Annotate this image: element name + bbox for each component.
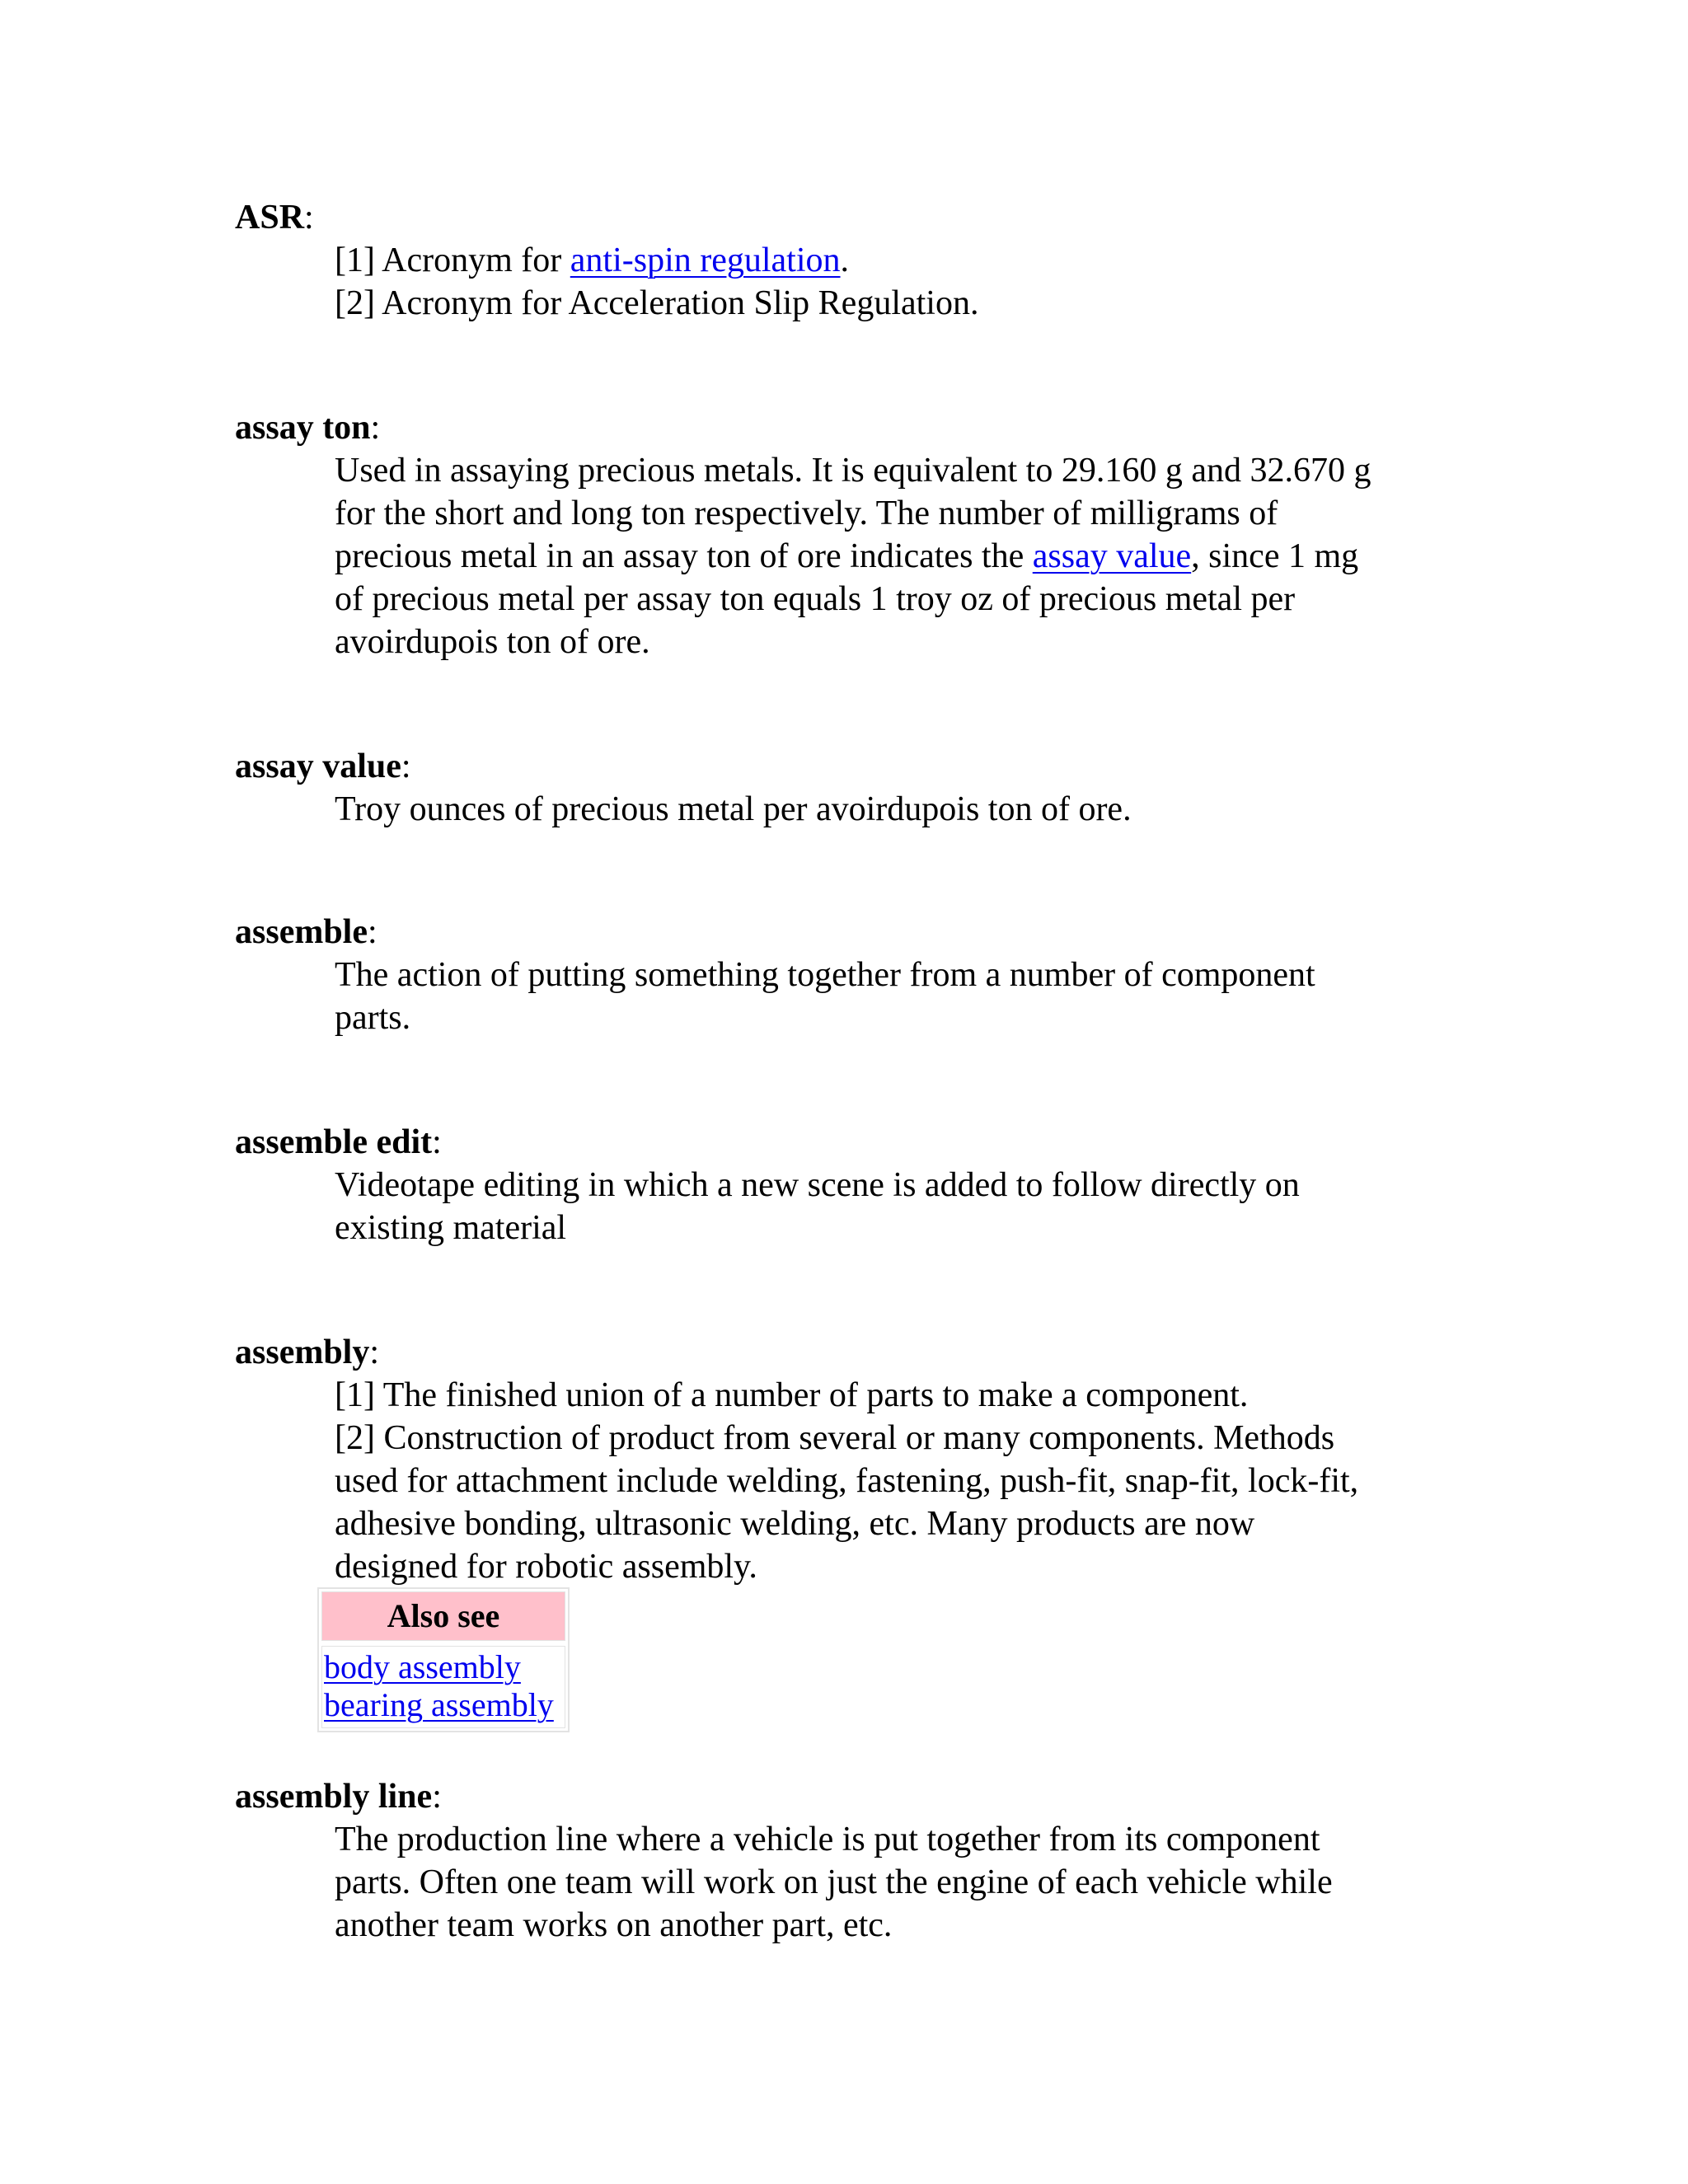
definition-line <box>335 492 1489 535</box>
term-colon: : <box>369 1333 380 1371</box>
entry-assay-ton <box>235 406 1471 663</box>
entry-asr <box>235 196 1471 325</box>
definition-text: designed for robotic assembly. <box>335 1548 757 1586</box>
definition-text: Used in assaying precious metals. It is equivalent to 29.160 g and 32.670 g <box>335 452 1372 490</box>
definition-text: existing material <box>335 1209 567 1247</box>
definition-text: [2] Acronym for Acceleration Slip Regulation. <box>335 284 979 322</box>
term-heading: assay ton <box>235 409 371 447</box>
definition-line <box>335 1861 1489 1904</box>
also-see-heading: Also see <box>321 1591 565 1641</box>
term-line <box>235 1331 1471 1374</box>
definition-line <box>335 1164 1489 1207</box>
definition-line <box>335 578 1489 621</box>
definition-text: The action of putting something together from a number of component <box>335 956 1315 994</box>
definition <box>335 788 1489 831</box>
term-line <box>235 1775 1471 1818</box>
definition <box>335 1164 1489 1249</box>
also-see-links <box>321 1646 565 1728</box>
entry-assemble-edit <box>235 1121 1471 1249</box>
definition-text: of precious metal per assay ton equals 1 troy oz of precious metal per <box>335 580 1296 618</box>
term-line <box>235 1121 1471 1164</box>
definition-line <box>335 1545 1489 1588</box>
term-line <box>235 196 1471 239</box>
link-body-assembly[interactable]: body assembly <box>324 1648 521 1685</box>
definition-line <box>335 282 1489 325</box>
entry-assembly-line <box>235 1775 1471 1947</box>
definition-line <box>335 1904 1489 1947</box>
definition <box>335 239 1489 325</box>
term-heading: assemble edit <box>235 1123 433 1161</box>
entry-assembly <box>235 1331 1471 1588</box>
term-colon: : <box>401 748 411 785</box>
definition-text: parts. <box>335 999 411 1037</box>
definition-text: [1] Acronym for <box>335 241 570 279</box>
definition-text: Videotape editing in which a new scene is added to follow directly on <box>335 1166 1300 1204</box>
definition-text: precious metal in an assay ton of ore indicates the <box>335 537 1033 575</box>
definition <box>335 1818 1489 1947</box>
term-colon: : <box>370 409 381 447</box>
link-anti-spin-regulation[interactable]: anti-spin regulation <box>570 241 841 279</box>
definition-text: used for attachment include welding, fastening, push-fit, snap-fit, lock-fit, <box>335 1462 1359 1500</box>
definition <box>335 1374 1489 1588</box>
also-see-box <box>317 1587 570 1732</box>
definition-text: for the short and long ton respectively. The number of milligrams of <box>335 494 1278 532</box>
term-colon: : <box>368 913 377 951</box>
definition-line <box>335 1207 1489 1249</box>
definition <box>335 954 1489 1039</box>
link-assay-value[interactable]: assay value <box>1032 537 1192 575</box>
definition-text: [2] Construction of product from several or many components. Methods <box>335 1419 1335 1457</box>
entry-assay-value <box>235 745 1471 831</box>
definition-line <box>335 1818 1489 1861</box>
definition-line <box>335 1502 1489 1545</box>
definition-text: adhesive bonding, ultrasonic welding, etc. Many products are now <box>335 1505 1255 1543</box>
term-colon: : <box>432 1123 442 1161</box>
definition-line <box>335 788 1489 831</box>
term-colon: : <box>304 199 314 237</box>
definition-line <box>335 954 1489 996</box>
definition-line <box>335 1374 1489 1417</box>
term-line <box>235 406 1471 449</box>
entry-assemble <box>235 911 1471 1039</box>
definition-text: The production line where a vehicle is put together from its component <box>335 1821 1320 1858</box>
term-heading: assembly line <box>235 1778 433 1816</box>
term-colon: : <box>432 1778 442 1816</box>
term-heading: assemble <box>235 913 368 951</box>
term-heading: assay value <box>235 748 401 785</box>
definition-text: [1] The finished union of a number of parts to make a component. <box>335 1376 1249 1414</box>
link-bearing-assembly[interactable]: bearing assembly <box>324 1686 554 1723</box>
definition-line <box>335 449 1489 492</box>
definition-text: avoirdupois ton of ore. <box>335 623 650 661</box>
definition-text: , since 1 mg <box>1191 537 1359 575</box>
definition <box>335 449 1489 663</box>
definition-text: Troy ounces of precious metal per avoirdupois ton of ore. <box>335 790 1132 828</box>
definition-line <box>335 239 1489 282</box>
term-line <box>235 745 1471 788</box>
term-line <box>235 911 1471 954</box>
definition-text: another team works on another part, etc. <box>335 1906 893 1944</box>
term-heading: ASR <box>235 199 305 237</box>
term-heading: assembly <box>235 1333 370 1371</box>
definition-line <box>335 621 1489 663</box>
definition-line <box>335 1417 1489 1460</box>
definition-line <box>335 1460 1489 1502</box>
definition-line <box>335 996 1489 1039</box>
definition-text: . <box>840 241 850 279</box>
definition-line <box>335 535 1489 578</box>
definition-text: parts. Often one team will work on just the engine of each vehicle while <box>335 1863 1333 1901</box>
